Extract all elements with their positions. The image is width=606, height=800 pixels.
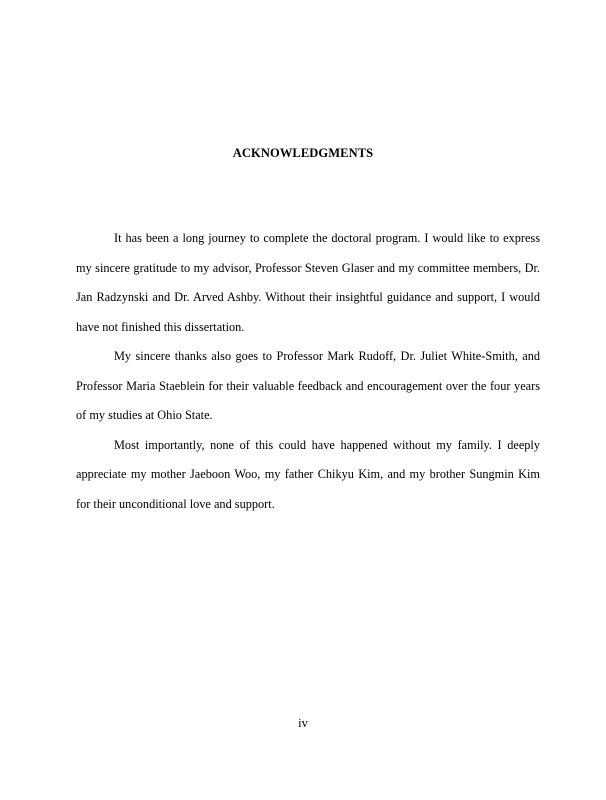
acknowledgments-body — [76, 224, 540, 519]
paragraph-family: Most importantly, none of this could have happened without my family. I deeply appreciate my mother Jaeboon Woo, my father Chikyu Kim, and my brother Sungmin Kim for their unconditional love and support. — [76, 437, 540, 511]
paragraph-journey: It has been a long journey to complete the doctoral program. I would like to express my sincere gratitude to my advisor, Professor Steven Glaser and my committee members, Dr. Jan Radzynski and Dr. Arved Ashby. Without their insightful guidance and support, I would have not finished this dissertation. — [76, 231, 540, 334]
page-title: ACKNOWLEDGMENTS — [232, 146, 374, 160]
paragraph-thanks: My sincere thanks also goes to Professor Mark Rudoff, Dr. Juliet White-Smith, and Professor Maria Staeblein for their valuable feedback and encouragement over the four years of my studies at Ohio State. — [76, 349, 540, 422]
page-number: iv — [298, 716, 308, 730]
